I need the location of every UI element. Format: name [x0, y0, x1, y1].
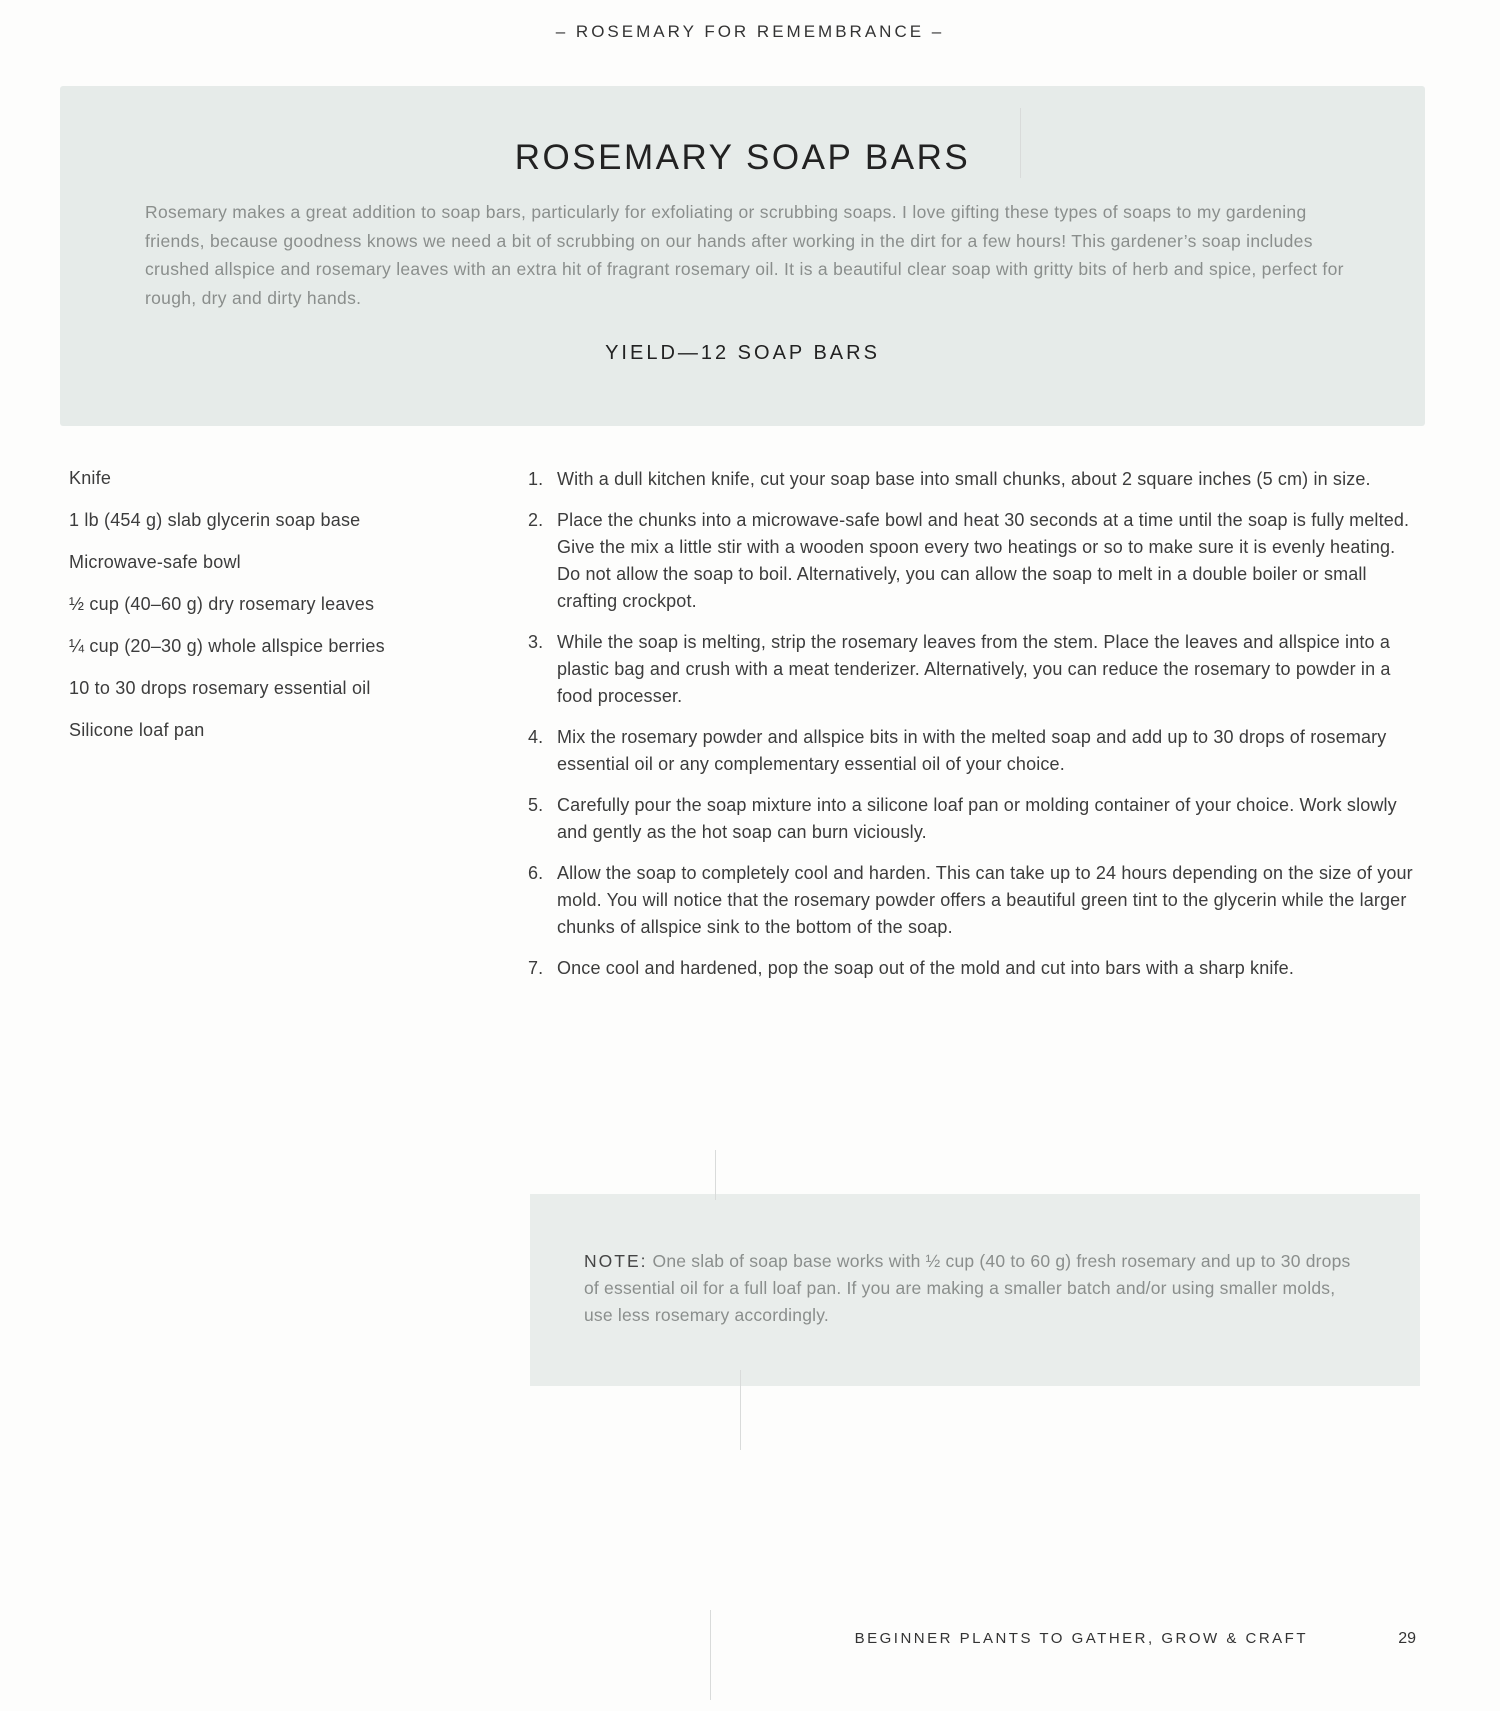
- materials-list: [69, 466, 489, 760]
- recipe-intro: Rosemary makes a great addition to soap bars, particularly for exfoliating or scrubbing soaps. I love gifting these types of soaps to my gardening friends, because goodness knows we need a bit of scrubbing on our hands after working in the dirt for a few hours! This gardener’s soap includes crushed allspice and rosemary leaves with an extra hit of fragrant rosemary oil. It is a beautiful clear soap with gritty bits of herb and spice, perfect for rough, dry and dirty hands.: [145, 202, 1344, 308]
- step-number: 2.: [528, 510, 544, 530]
- instructions-list: [528, 466, 1418, 996]
- running-head: [0, 22, 1500, 42]
- instruction-step: [528, 792, 1418, 846]
- note-text-block: [584, 1248, 1364, 1329]
- step-number: 6.: [528, 863, 544, 883]
- note-body: One slab of soap base works with ½ cup (40 to 60 g) fresh rosemary and up to 30 drops of essential oil for a full loaf pan. If you are making a smaller batch and/or using smaller molds, use less rosemary accordingly.: [584, 1251, 1351, 1325]
- step-text: Mix the rosemary powder and allspice bits in with the melted soap and add up to 30 drops of rosemary essential oil or any complementary essential oil of your choice.: [557, 727, 1387, 774]
- note-label: NOTE:: [584, 1251, 648, 1271]
- recipe-header-panel: [60, 86, 1425, 426]
- page-number: 29: [1398, 1630, 1416, 1647]
- material-item: Silicone loaf pan: [69, 720, 205, 740]
- step-number: 1.: [528, 469, 544, 489]
- running-head-dash-right: –: [924, 22, 945, 41]
- step-text: Carefully pour the soap mixture into a silicone loaf pan or molding container of your choice. Work slowly and gently as the hot soap can burn viciously.: [557, 795, 1397, 842]
- note-panel: [530, 1194, 1420, 1386]
- instruction-step: [528, 507, 1418, 615]
- instruction-step: [528, 724, 1418, 778]
- running-head-text: ROSEMARY FOR REMEMBRANCE: [575, 22, 925, 41]
- instruction-step: [528, 466, 1418, 493]
- instruction-step: [528, 860, 1418, 941]
- step-text: With a dull kitchen knife, cut your soap base into small chunks, about 2 square inches (5 cm) in size.: [557, 469, 1371, 489]
- step-number: 3.: [528, 632, 544, 652]
- footer-book-title: BEGINNER PLANTS TO GATHER, GROW & CRAFT: [854, 1630, 1308, 1647]
- step-number: 4.: [528, 727, 544, 747]
- step-text: Allow the soap to completely cool and harden. This can take up to 24 hours depending on the size of your mold. You will notice that the rosemary powder offers a beautiful green tint to the glycerin while the larger chunks of allspice sink to the bottom of the soap.: [557, 863, 1413, 937]
- running-head-dash-left: –: [555, 22, 576, 41]
- material-item: 10 to 30 drops rosemary essential oil: [69, 678, 371, 698]
- instruction-step: [528, 955, 1418, 982]
- step-text: Once cool and hardened, pop the soap out of the mold and cut into bars with a sharp knife.: [557, 958, 1294, 978]
- step-text: While the soap is melting, strip the rosemary leaves from the stem. Place the leaves and allspice into a plastic bag and crush with a meat tenderizer. Alternatively, you can reduce the rosemary to powder in a food processer.: [557, 632, 1391, 706]
- material-item: Microwave-safe bowl: [69, 552, 241, 572]
- material-item: Knife: [69, 468, 112, 488]
- recipe-yield: YIELD—12 SOAP BARS: [605, 342, 880, 364]
- instruction-step: [528, 629, 1418, 710]
- material-item: ½ cup (40–60 g) dry rosemary leaves: [69, 594, 375, 614]
- material-item: 1 lb (454 g) slab glycerin soap base: [69, 510, 361, 530]
- recipe-title: ROSEMARY SOAP BARS: [514, 138, 971, 177]
- step-number: 5.: [528, 795, 544, 815]
- paper-crease: [710, 1610, 711, 1700]
- material-item: ¼ cup (20–30 g) whole allspice berries: [69, 636, 385, 656]
- paper-crease: [740, 1370, 741, 1450]
- step-text: Place the chunks into a microwave-safe bowl and heat 30 seconds at a time until the soap is fully melted. Give the mix a little stir with a wooden spoon every two heatings or so to make sure it is evenly heating. Do not allow the soap to boil. Alternatively, you can allow the soap to melt in a double boiler or small crafting crockpot.: [557, 510, 1410, 611]
- step-number: 7.: [528, 958, 544, 978]
- paper-crease: [715, 1150, 716, 1200]
- paper-crease: [1020, 108, 1021, 178]
